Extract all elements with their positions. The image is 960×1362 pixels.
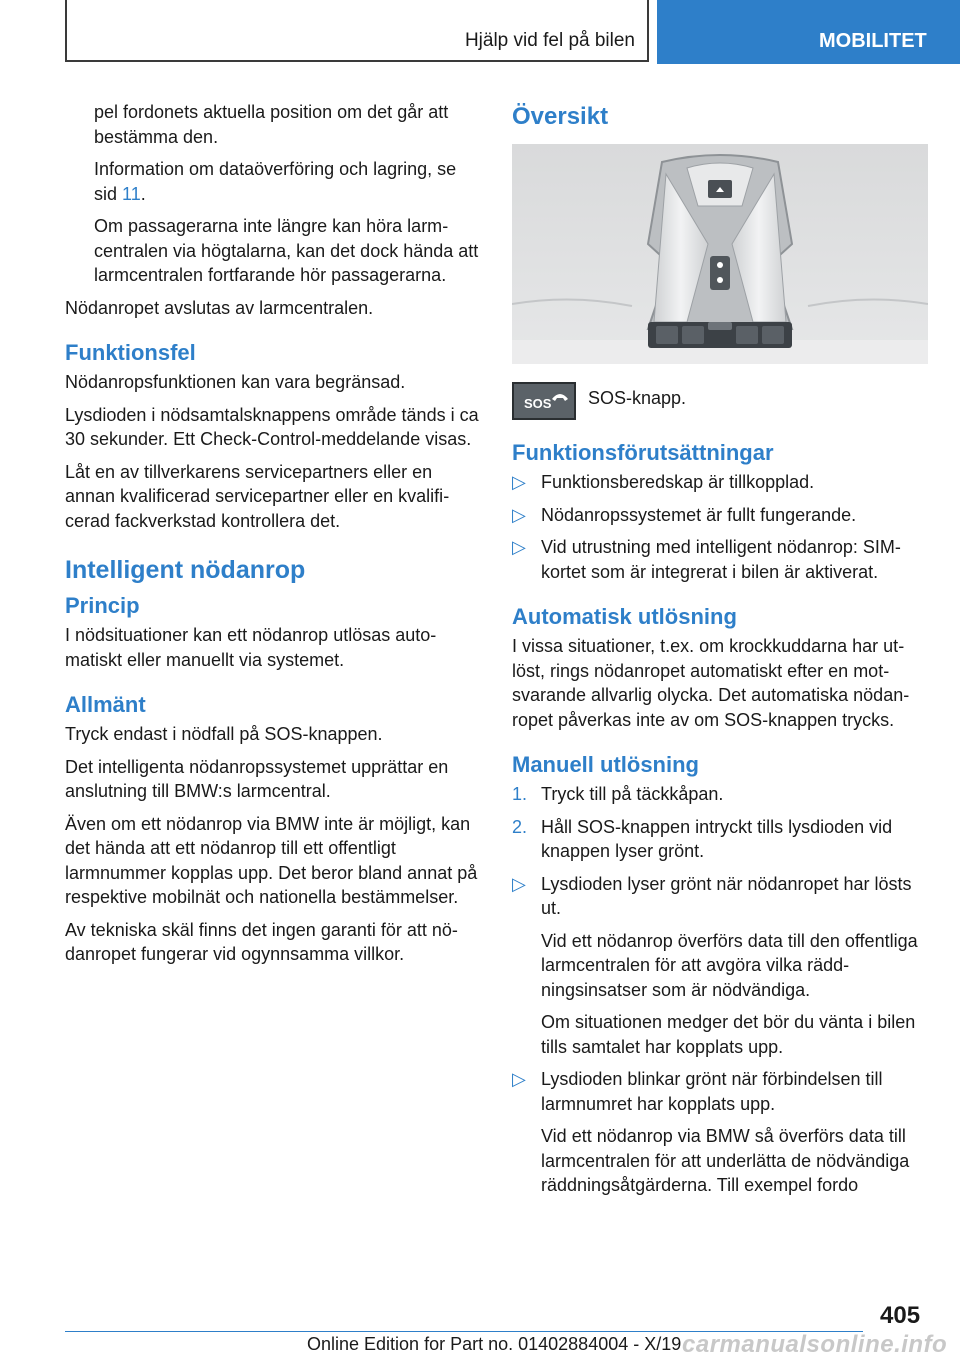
chapter-title: Hjälp vid fel på bilen xyxy=(464,30,635,51)
step-text: Håll SOS-knappen intryckt tills lysdioden vid knappen lyser grönt. xyxy=(541,816,893,861)
triangle-marker-icon: ▷ xyxy=(512,472,526,492)
triangle-marker-icon: ▷ xyxy=(512,1069,526,1089)
paragraph xyxy=(65,157,480,206)
paragraph: Även om ett nödanrop via BMW inte är möjligt, kan det hända att ett nödanrop till ett offentligt larmnummer kopplas upp. Det beror bland annat på respektive mobilnät och nationella bestämmelser. xyxy=(65,813,478,907)
list-item-text: Nödanropssystemet är fullt fungerande. xyxy=(541,504,857,525)
paragraph: Av tekniska skäl finns det ingen garanti för att nödanropet fungerar vid ogynnsamma villkor. xyxy=(65,919,458,964)
edition-info: Online Edition for Part no. 01402884004 - X/19 xyxy=(307,1334,682,1354)
list-item-text: Funktionsberedskap är tillkopplad. xyxy=(541,472,815,492)
section-tab: MOBILITET xyxy=(657,0,960,64)
paragraph: I nödsituationer kan ett nödanrop utlösas automatiskt eller manuellt via systemet. xyxy=(65,625,437,670)
paragraph: Vid ett nödanrop via BMW så överförs data till larmcentralen för att underlätta de nödvändiga räddningsåtgärderna. Till exempel fordo xyxy=(541,1126,910,1195)
paragraph: Lysdioden i nödsamtalsknappens område tänds i ca 30 sekunder. Ett Check-Control-meddelande visas. xyxy=(65,404,479,449)
step-number: 1. xyxy=(512,784,528,804)
heading-oversikt: Översikt xyxy=(512,103,609,130)
list-item xyxy=(512,1067,928,1198)
paragraph: Vid ett nödanrop överförs data till den offentliga larmcentralen för att avgöra vilka räddningsinsatser som är nödvändiga. xyxy=(541,930,918,1000)
sos-caption: SOS-knapp. xyxy=(588,388,687,408)
triangle-marker-icon: ▷ xyxy=(512,504,526,525)
sos-legend xyxy=(512,382,928,420)
list-item xyxy=(512,535,928,584)
sos-badge-label: SOS xyxy=(524,395,552,411)
list-item xyxy=(512,470,928,495)
paragraph: Nödanropsfunktionen kan vara begränsad. xyxy=(65,372,406,392)
paragraph: Tryck endast i nödfall på SOS-knappen. xyxy=(65,724,383,744)
page-number: 405 xyxy=(880,1302,921,1329)
paragraph: I vissa situationer, t.ex. om krockkuddarna har utlöst, rings nödanropet automatiskt efter en motsvarande allvarlig olycka. Det automatiska nödanropet påverkas inte av om SOS-knappen trycks. xyxy=(512,636,910,730)
triangle-marker-icon: ▷ xyxy=(512,537,526,557)
step-item xyxy=(512,782,928,807)
sos-button-icon xyxy=(512,382,576,420)
paragraph: pel fordonets aktuella position om det går att bestämma den. xyxy=(94,102,449,147)
heading-intelligent-nodanrop: Intelligent nödanrop xyxy=(65,556,306,584)
paragraph: Det intelligenta nödanropssystemet upprättar en anslutning till BMW:s larmcentral. xyxy=(65,756,449,801)
heading-automatisk-utlosning: Automatisk utlösning xyxy=(512,604,737,629)
paragraph: Om situationen medger det bör du vänta i bilen tills samtalet har kopplats upp. xyxy=(541,1012,916,1057)
paragraph: Nödanropet avslutas av larmcentralen. xyxy=(65,297,374,318)
page-header xyxy=(0,0,960,68)
chapter-box xyxy=(65,0,649,62)
list-item xyxy=(512,872,928,1060)
paragraph: Låt en av tillverkarens servicepartners eller en annan kvalificerad servicepartner eller en kvalificerad fackverkstad kontrollera det. xyxy=(65,461,450,531)
step-number: 2. xyxy=(512,816,528,837)
right-column xyxy=(512,100,928,1206)
left-column xyxy=(65,100,480,975)
list-item-text: Lysdioden lyser grönt när nödanropet har lösts ut. xyxy=(541,873,912,918)
step-text: Tryck till på täckkåpan. xyxy=(541,784,724,804)
watermark: carmanualsonline.info xyxy=(682,1331,948,1358)
steps-list xyxy=(512,782,928,1198)
page-link[interactable]: 11 xyxy=(122,183,141,204)
requirements-list xyxy=(512,470,928,584)
handset-icon xyxy=(550,387,570,403)
list-item-text: Lysdioden blinkar grönt när förbindelsen till larmnumret har kopplats upp. xyxy=(541,1069,883,1114)
step-item xyxy=(512,815,928,864)
paragraph-text: . xyxy=(140,183,146,204)
triangle-marker-icon: ▷ xyxy=(512,873,526,894)
heading-manuell-utlosning: Manuell utlösning xyxy=(512,752,699,777)
list-item-text: Vid utrustning med intelligent nödanrop: SIM-kortet som är integrerat i bilen är aktiverat. xyxy=(541,537,901,582)
heading-allmant: Allmänt xyxy=(65,692,146,717)
list-item xyxy=(512,503,928,528)
paragraph: Om passagerarna inte längre kan höra larmcentralen via högtalarna, kan det dock hända att larmcentralen fortfarande hör passagerarna. xyxy=(94,216,479,285)
heading-funktionsfel: Funktionsfel xyxy=(65,340,196,365)
heading-princip: Princip xyxy=(65,593,140,618)
heading-funktionsforutsattningar: Funktionsförutsättningar xyxy=(512,440,774,465)
paragraph-text: Information om dataöverföring och lagring, se sid xyxy=(94,159,457,204)
overhead-console-illustration xyxy=(512,144,928,364)
